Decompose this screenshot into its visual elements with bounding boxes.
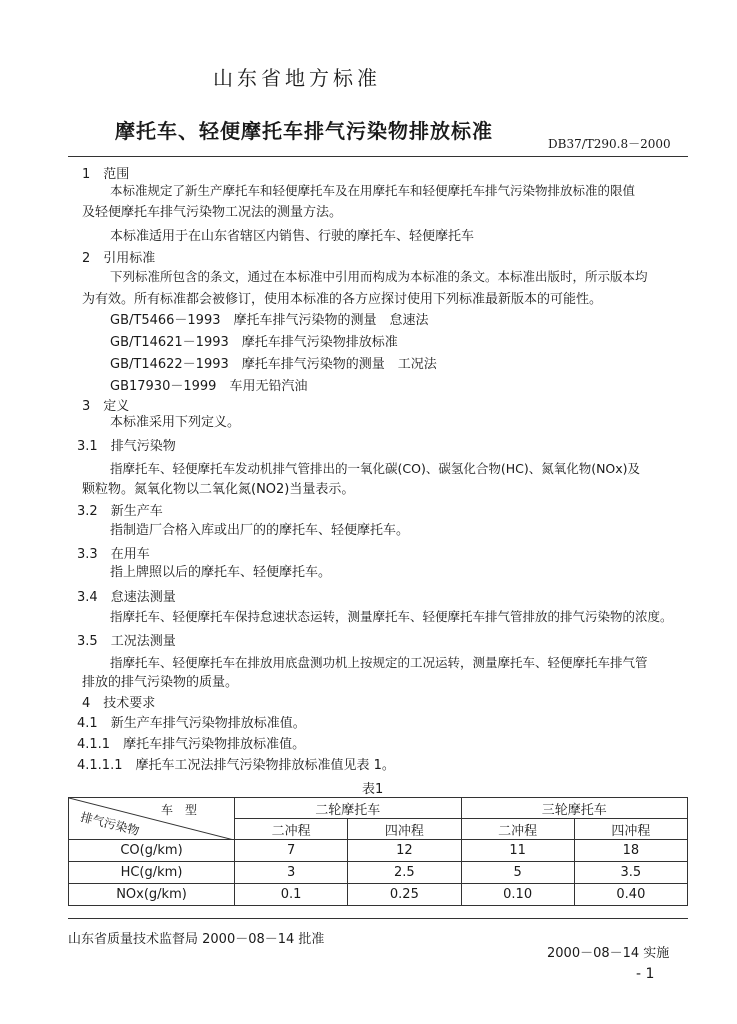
paragraph-line: 及轻便摩托车排气污染物工况法的测量方法。 [82, 205, 343, 220]
section-heading: 4.1.1.1 摩托车工况法排气污染物排放标准值见表 1。 [77, 758, 395, 773]
table-row [69, 884, 688, 906]
section-heading: 3.5 工况法测量 [77, 634, 176, 649]
row-label: NOx(g/km) [69, 884, 235, 906]
corner-label-pollutant: 排气污染物 [79, 809, 141, 839]
paragraph-line: 为有效。所有标准都会被修订，使用本标准的各方应探讨使用下列标准最新版本的可能性。 [82, 292, 603, 307]
table-cell: 3 [235, 862, 348, 884]
reference-item: GB/T5466－1993 摩托车排气污染物的测量 怠速法 [110, 313, 429, 328]
reference-item: GB/T14622－1993 摩托车排气污染物的测量 工况法 [110, 357, 437, 372]
section-heading: 3.2 新生产车 [77, 504, 163, 519]
section-heading: 4.1.1 摩托车排气污染物排放标准值。 [77, 737, 306, 752]
document-title: 摩托车、轻便摩托车排气污染物排放标准 [115, 119, 493, 143]
emission-limits-table [68, 797, 688, 906]
group-header-two-wheel: 二轮摩托车 [235, 798, 462, 819]
issuing-authority: 山东省地方标准 [213, 66, 381, 90]
table-corner-cell [69, 798, 235, 840]
subheader-cell: 四冲程 [574, 819, 687, 840]
table-cell: 3.5 [574, 862, 687, 884]
paragraph-line: 排放的排气污染物的质量。 [82, 675, 239, 690]
table-row [69, 862, 688, 884]
section-heading: 3.1 排气污染物 [77, 439, 176, 454]
approval-note: 山东省质量技术监督局 2000－08－14 批准 [68, 932, 325, 947]
standard-code: DB37/T290.8－2000 [548, 137, 671, 151]
paragraph-line: 指摩托车、轻便摩托车保持怠速状态运转，测量摩托车、轻便摩托车排气管排放的排气污染物的浓度。 [110, 609, 673, 624]
table-cell: 0.1 [235, 884, 348, 906]
footer-rule [68, 918, 688, 919]
table-cell: 5 [461, 862, 574, 884]
paragraph-line: 本标准适用于在山东省辖区内销售、行驶的摩托车、轻便摩托车 [110, 229, 475, 244]
effective-date: 2000－08－14 实施 [547, 946, 670, 961]
table-row [69, 840, 688, 862]
section-heading: 3.4 怠速法测量 [77, 590, 176, 605]
paragraph-line: 本标准规定了新生产摩托车和轻便摩托车及在用摩托车和轻便摩托车排气污染物排放标准的限值 [110, 183, 636, 198]
section-heading: 3 定义 [82, 399, 130, 414]
table-cell: 11 [461, 840, 574, 862]
header-rule [68, 156, 688, 157]
paragraph-line: 指摩托车、轻便摩托车发动机排气管排出的一氧化碳(CO)、碳氢化合物(HC)、氮氧化物(NOx)及 [110, 461, 641, 476]
row-label: HC(g/km) [69, 862, 235, 884]
subheader-cell: 二冲程 [235, 819, 348, 840]
section-heading: 1 范围 [82, 167, 130, 182]
section-heading: 3.3 在用车 [77, 547, 150, 562]
table-cell: 0.40 [574, 884, 687, 906]
subheader-cell: 二冲程 [461, 819, 574, 840]
table-cell: 7 [235, 840, 348, 862]
paragraph-line: 颗粒物。氮氧化物以二氧化氮(NO2)当量表示。 [82, 482, 355, 497]
reference-item: GB/T14621－1993 摩托车排气污染物排放标准 [110, 335, 398, 350]
corner-label-vehicle-type: 车 型 [161, 803, 198, 817]
group-header-three-wheel: 三轮摩托车 [461, 798, 688, 819]
row-label: CO(g/km) [69, 840, 235, 862]
section-heading: 2 引用标准 [82, 251, 156, 266]
table-cell: 2.5 [348, 862, 461, 884]
table-cell: 0.25 [348, 884, 461, 906]
paragraph-line: 指上牌照以后的摩托车、轻便摩托车。 [110, 565, 332, 580]
paragraph-line: 指摩托车、轻便摩托车在排放用底盘测功机上按规定的工况运转，测量摩托车、轻便摩托车排气管 [110, 655, 648, 670]
section-heading: 4.1 新生产车排气污染物排放标准值。 [77, 716, 306, 731]
reference-item: GB17930－1999 车用无铅汽油 [110, 379, 308, 394]
table-cell: 0.10 [461, 884, 574, 906]
section-heading: 4 技术要求 [82, 696, 156, 711]
paragraph-line: 下列标准所包含的条文，通过在本标准中引用而构成为本标准的条文。本标准出版时，所示版本均 [110, 269, 648, 284]
paragraph-line: 指制造厂合格入库或出厂的的摩托车、轻便摩托车。 [110, 523, 410, 538]
table-caption: 表1 [362, 782, 384, 797]
subheader-cell: 四冲程 [348, 819, 461, 840]
table-cell: 18 [574, 840, 687, 862]
paragraph-line: 本标准采用下列定义。 [110, 415, 241, 430]
table-cell: 12 [348, 840, 461, 862]
page-number: - 1 [636, 966, 655, 982]
